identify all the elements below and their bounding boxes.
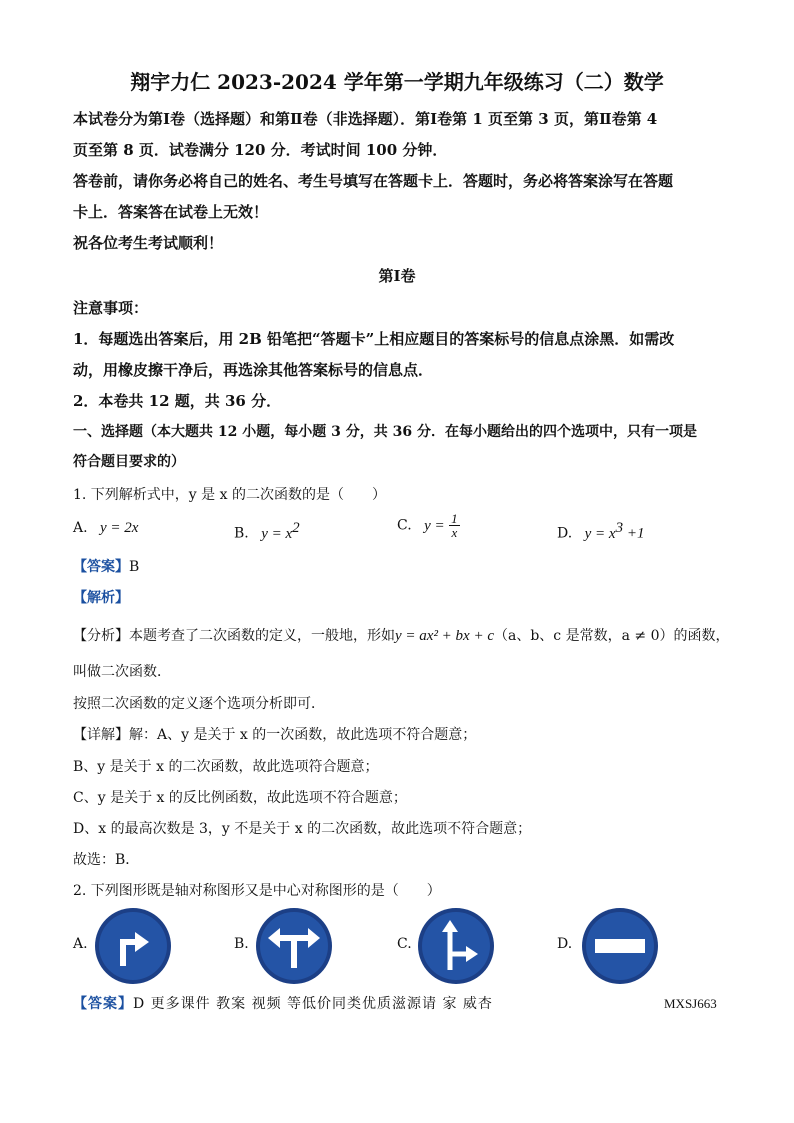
note-2: 2．本卷共 12 题，共 36 分． <box>73 392 282 410</box>
option-label: C. <box>397 517 412 534</box>
question-2-stem: 2. 下列图形既是轴对称图形又是中心对称图形的是（ ） <box>73 883 441 899</box>
q1-answer <box>73 556 139 576</box>
fraction-numerator: 1 <box>451 511 458 526</box>
q2-option-b-label: B. <box>234 936 249 952</box>
fraction <box>449 512 460 539</box>
fraction-denominator: x <box>451 525 458 540</box>
q2-option-d-label: D. <box>557 936 573 952</box>
option-label: A. <box>73 520 88 536</box>
q1-option-b <box>234 520 300 543</box>
q1-detail-b: B、y 是关于 x 的二次函数，故此选项符合题意； <box>73 759 379 775</box>
page-title: 翔宇力仁 2023-2024 学年第一学期九年级练习（二）数学 <box>130 70 664 94</box>
option-exponent: 3 <box>615 520 624 536</box>
q1-option-a <box>73 520 138 537</box>
option-exponent: 2 <box>292 520 300 536</box>
intro-line-5: 祝各位考生考试顺利！ <box>73 234 224 252</box>
question-1-stem: 1. 下列解析式中，y 是 x 的二次函数的是（ ） <box>73 487 386 503</box>
fenxi-text-after: （a、b、c 是常数，a ≠ 0）的函数， <box>494 628 730 644</box>
q1-detail-d: D、x 的最高次数是 3，y 不是关于 x 的二次函数，故此选项不符合题意； <box>73 821 532 837</box>
answer-tag: 【答案】 <box>73 996 133 1012</box>
option-expression: y = x <box>584 525 616 542</box>
note-1-line-1: 1．每题选出答案后，用 2B 铅笔把“答题卡”上相应题目的答案标号的信息点涂黑．如需改 <box>73 330 675 348</box>
q1-analysis-tag: 【解析】 <box>73 590 129 606</box>
q1-option-c <box>397 512 460 539</box>
intro-line-3: 答卷前，请你务必将自己的姓名、考生号填写在答题卡上．答题时，务必将答案涂写在答题 <box>73 172 674 190</box>
no-entry-bar-sign-icon <box>580 906 660 986</box>
detail-tag: 【详解】 <box>73 727 129 743</box>
turn-right-arrow-sign-icon <box>93 906 173 986</box>
option-label: D. <box>557 525 573 542</box>
note-1-line-2: 动，用橡皮擦干净后，再选涂其他答案标号的信息点． <box>73 361 434 379</box>
section-title: 第Ⅰ卷 <box>378 267 416 285</box>
option-expression: y = x <box>261 525 293 542</box>
option-expression-tail: +1 <box>623 525 645 542</box>
part-1-heading-line-1: 一、选择题（本大题共 12 小题，每小题 3 分，共 36 分．在每小题给出的四个选项中，只有一项是 <box>73 424 697 440</box>
q1-detail-a <box>73 724 476 744</box>
answer-value: D 更多课件 教案 视频 等低价同类优质滋源请 家 威杏 <box>133 996 493 1012</box>
option-label: B. <box>234 525 249 542</box>
part-1-heading-line-2: 符合题目要求的） <box>73 454 185 470</box>
q2-answer <box>73 993 493 1013</box>
option-expression: y = 2x <box>100 520 139 536</box>
q2-option-a-label: A. <box>73 936 88 952</box>
fenxi-formula: y = ax² + bx + c <box>395 628 494 644</box>
q1-fenxi-line-1 <box>73 625 729 645</box>
fenxi-tag: 【分析】 <box>73 628 129 644</box>
intro-line-4: 卡上．答案答在试卷上无效！ <box>73 203 269 221</box>
q1-fenxi-line-3: 按照二次函数的定义逐个选项分析即可． <box>73 696 325 712</box>
notes-heading: 注意事项： <box>73 299 149 317</box>
detail-text: 解：A、y 是关于 x 的一次函数，故此选项不符合题意； <box>129 727 477 743</box>
q2-option-c-label: C. <box>397 936 412 952</box>
option-expression: y = <box>424 517 445 534</box>
q1-conclusion: 故选：B． <box>73 852 140 868</box>
answer-value: B <box>129 559 140 575</box>
intro-line-2: 页至第 8 页．试卷满分 120 分．考试时间 100 分钟． <box>73 141 448 159</box>
answer-tag: 【答案】 <box>73 559 129 575</box>
straight-or-right-sign-icon <box>416 906 496 986</box>
q1-option-d <box>557 520 644 543</box>
intro-line-1: 本试卷分为第Ⅰ卷（选择题）和第Ⅱ卷（非选择题）．第Ⅰ卷第 1 页至第 3 页，第Ⅱ卷第 4 <box>73 110 658 128</box>
turn-left-right-sign-icon <box>254 906 334 986</box>
q1-fenxi-line-2: 叫做二次函数． <box>73 664 171 680</box>
watermark-code: MXSJ663 <box>664 996 717 1011</box>
q1-detail-c: C、y 是关于 x 的反比例函数，故此选项不符合题意； <box>73 790 407 806</box>
fenxi-text: 本题考查了二次函数的定义，一般地，形如 <box>129 628 395 644</box>
